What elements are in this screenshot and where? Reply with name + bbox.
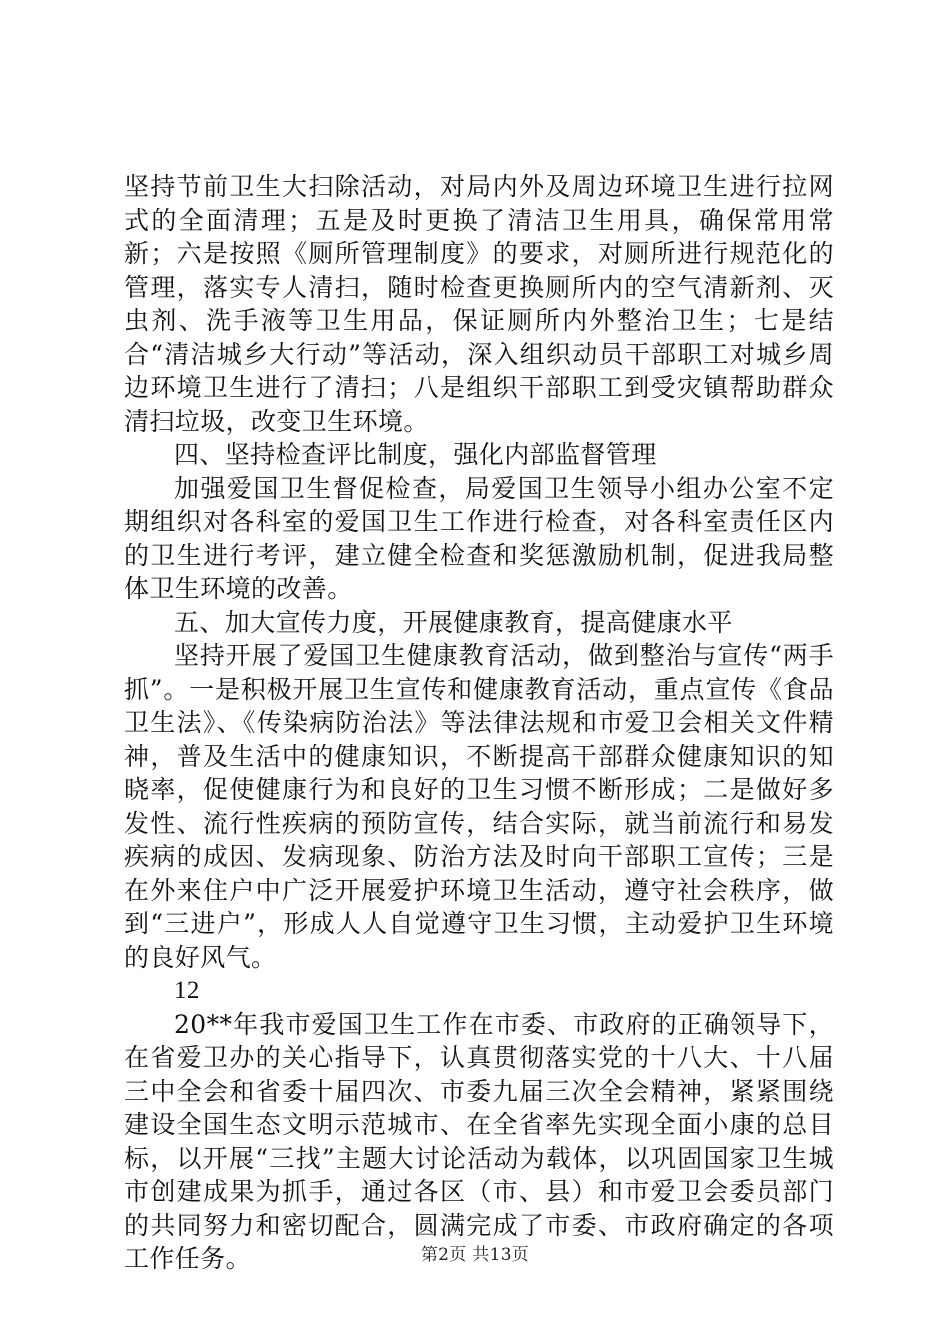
paragraph-health-education: 坚持开展了爱国卫生健康教育活动，做到整治与宣传“两手抓”。一是积极开展卫生宣传和健康教育活动，重点宣传《食品卫生法》、《传染病防治法》等法律法规和市爱卫会相关文件精神，普及生活中的健康知识，不断提高干部群众健康知识的知晓率，促使健康行为和良好的卫生习惯不断形成；二是做好多发性、流行性疾病的预防宣传，结合实际，就当前流行和易发疾病的成因、发病现象、防治方法及时向干部职工宣传；三是在外来住户中广泛开展爱护环境卫生活动，遵守社会秩序，做到“三进户”，形成人人自觉遵守卫生习惯，主动爱护卫生环境的良好风气。 (124, 641, 834, 972)
paragraph-continuation: 坚持节前卫生大扫除活动，对局内外及周边环境卫生进行拉网式的全面清理；五是及时更换了清洁卫生用具，确保常用常新；六是按照《厕所管理制度》的要求，对厕所进行规范化的管理，落实专人清扫，随时检查更换厕所内的空气清新剂、灭虫剂、洗手液等卫生用品，保证厕所内外整治卫生；七是结合“清洁城乡大行动”等活动，深入组织动员干部职工对城乡周边环境卫生进行了清扫；八是组织干部职工到受灾镇帮助群众清扫垃圾，改变卫生环境。 (124, 172, 834, 436)
section-heading-5: 五、加大宣传力度，开展健康教育，提高健康水平 (174, 607, 733, 637)
paragraph-annual-summary: 20**年我市爱国卫生工作在市委、市政府的正确领导下，在省爱卫办的关心指导下，认真贯彻落实党的十八大、十八届三中全会和省委十届四次、市委九届三次全会精神，紧紧围绕建设全国生态文明示范城市、在全省率先实现全面小康的总目标，以开展“三找”主题大讨论活动为载体，以巩固国家卫生城市创建成果为抓手，通过各区（市、县）和市爱卫会委员部门的共同努力和密切配合，圆满完成了市委、市政府确定的各项工作任务。 (124, 1009, 834, 1273)
paragraph-inspection: 加强爱国卫生督促检查，局爱国卫生领导小组办公室不定期组织对各科室的爱国卫生工作进行检查，对各科室责任区内的卫生进行考评，建立健全检查和奖惩激励机制，促进我局整体卫生环境的改善。 (124, 473, 834, 603)
document-body (124, 170, 834, 1276)
page-footer: 第2页 共13页 (420, 1245, 530, 1265)
stray-number: 12 (174, 977, 200, 1004)
section-heading-4: 四、坚持检查评比制度，强化内部监督管理 (174, 440, 657, 469)
